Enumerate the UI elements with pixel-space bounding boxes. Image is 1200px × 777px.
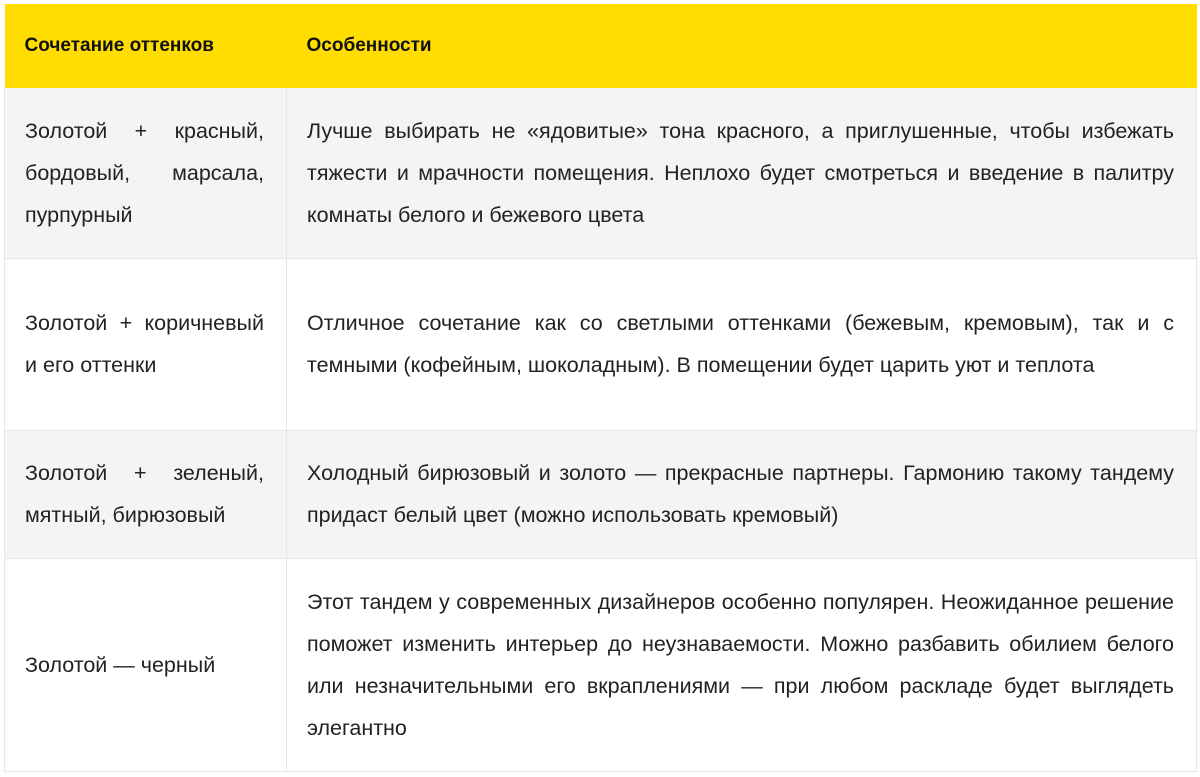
- table-row: [5, 88, 1197, 258]
- header-row: [5, 4, 1197, 88]
- gold-combinations-table: [4, 4, 1197, 772]
- table-row: [5, 258, 1197, 430]
- table-body: [5, 88, 1197, 772]
- features-cell: Этот тандем у современных дизайнеров особенно популярен. Неожиданное решение поможет изменить интерьер до неузнаваемости. Можно разбавить обилием белого или незначительными его вкраплениями — при любом раскладе будет выглядеть элегантно: [287, 558, 1197, 771]
- combination-cell: Золотой — черный: [5, 558, 287, 771]
- column-header-features: Особенности: [287, 4, 1197, 88]
- table-row: [5, 558, 1197, 771]
- combination-cell: Золотой + коричневый и его оттенки: [5, 258, 287, 430]
- table-row: [5, 430, 1197, 558]
- features-cell: Холодный бирюзовый и золото — прекрасные партнеры. Гармонию такому тандему придаст белый цвет (можно использовать кремовый): [287, 430, 1197, 558]
- table-header: [5, 4, 1197, 88]
- column-header-combination: Сочетание оттенков: [5, 4, 287, 88]
- combination-cell: Золотой + зеленый, мятный, бирюзовый: [5, 430, 287, 558]
- features-cell: Лучше выбирать не «ядовитые» тона красного, а приглушенные, чтобы избежать тяжести и мрачности помещения. Неплохо будет смотреться и введение в палитру комнаты белого и бежевого цвета: [287, 88, 1197, 258]
- features-cell: Отличное сочетание как со светлыми оттенками (бежевым, кремовым), так и с темными (кофейным, шоколадным). В помещении будет царить уют и теплота: [287, 258, 1197, 430]
- combination-cell: Золотой + красный, бордовый, марсала, пурпурный: [5, 88, 287, 258]
